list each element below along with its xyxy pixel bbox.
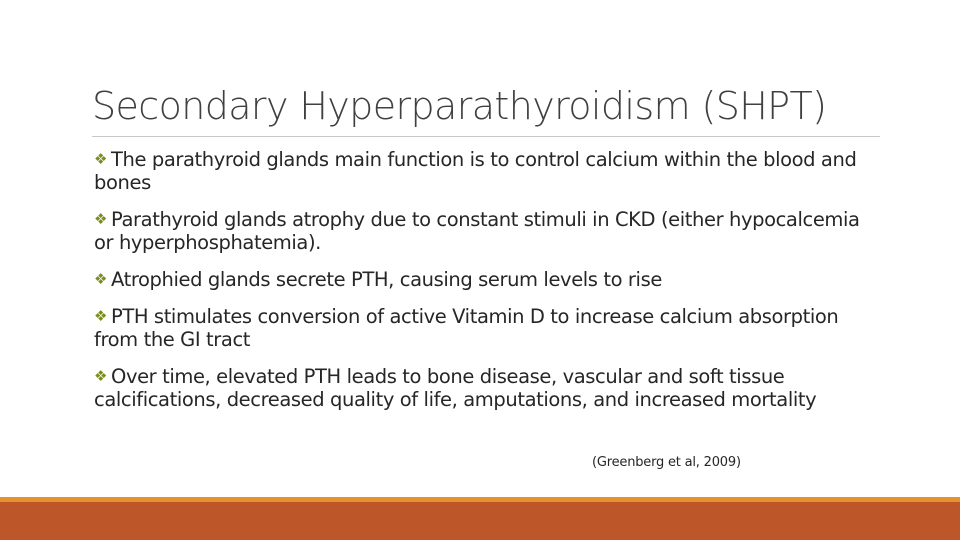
diamond-bullet-icon: ❖ <box>94 307 108 325</box>
bullet-item <box>94 268 884 291</box>
bullet-item <box>94 365 884 411</box>
bullet-item <box>94 305 884 351</box>
bullet-text: Atrophied glands secrete PTH, causing serum levels to rise <box>111 268 662 291</box>
bullet-item <box>94 148 884 194</box>
bullet-text: Parathyroid glands atrophy due to constant stimuli in CKD (either hypocalcemia or hyperphosphatemia). <box>94 208 860 254</box>
bullet-item <box>94 208 884 254</box>
title-divider <box>92 136 880 137</box>
slide-title: Secondary Hyperparathyroidism (SHPT) <box>92 84 827 128</box>
bullet-list <box>94 148 884 425</box>
footer-bar <box>0 502 960 540</box>
diamond-bullet-icon: ❖ <box>94 150 108 168</box>
diamond-bullet-icon: ❖ <box>94 210 108 228</box>
diamond-bullet-icon: ❖ <box>94 270 108 288</box>
bullet-text: The parathyroid glands main function is to control calcium within the blood and bones <box>94 148 857 194</box>
citation: (Greenberg et al, 2009) <box>592 455 741 470</box>
diamond-bullet-icon: ❖ <box>94 367 108 385</box>
bullet-text: Over time, elevated PTH leads to bone disease, vascular and soft tissue calcifications, decreased quality of life, amputations, and increased mortality <box>94 365 817 411</box>
bullet-text: PTH stimulates conversion of active Vitamin D to increase calcium absorption from the GI tract <box>94 305 839 351</box>
